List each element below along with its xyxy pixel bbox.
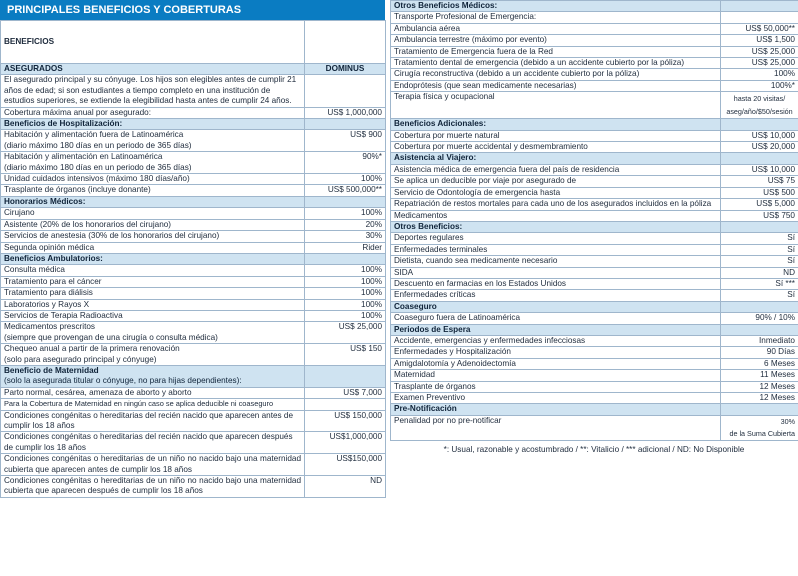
cobertura-value: US$ 1,000,000: [305, 107, 386, 118]
row-label: Unidad cuidados intensivos (máximo 180 días/año): [1, 174, 305, 185]
beneficios-header: BENEFICIOS: [1, 21, 305, 64]
row-value: 90 Días: [721, 347, 798, 358]
row-label: SIDA: [391, 267, 721, 278]
row-label: Consulta médica: [1, 265, 305, 276]
benefits-table-left: [0, 20, 386, 498]
table-row: [1, 265, 386, 276]
table-row: [1, 152, 386, 174]
section-otros-medicos: [391, 1, 798, 12]
row-value: Rider: [305, 242, 386, 253]
asegurados-text: El asegurado principal y su cónyuge. Los hijos son elegibles antes de cumplir 21 años de edad; si son estudiantes a tiempo completo en una institución de estudios superiores, se extiende la elegibilidad hasta antes de cumplir 24 años.: [1, 75, 305, 107]
row-label: Enfermedades y Hospitalización: [391, 347, 721, 358]
row-label: Chequeo anual a partir de la primera renovación: [4, 344, 180, 354]
table-row: [1, 322, 386, 344]
row-value: US$ 10,000: [721, 130, 798, 141]
row-label: Laboratorios y Rayos X: [1, 299, 305, 310]
table-row: [1, 454, 386, 476]
left-column: [0, 0, 385, 498]
table-row: [1, 344, 386, 366]
section-subtitle: (solo la asegurada titular o cónyuge, no para hijas dependientes):: [4, 376, 242, 386]
table-row: [391, 35, 798, 46]
row-value: 100%: [305, 174, 386, 185]
row-label: Transporte Profesional de Emergencia:: [391, 12, 721, 23]
row-value: US$ 7,000: [305, 387, 386, 398]
section-title: Periodos de Espera: [391, 324, 721, 335]
row-value: US$ 20,000: [721, 142, 798, 153]
table-row: [391, 393, 798, 404]
row-label: Coaseguro fuera de Latinoamérica: [391, 313, 721, 324]
benefits-table-right: [390, 0, 798, 441]
row-label: Accidente, emergencias y enfermedades infecciosas: [391, 335, 721, 346]
table-row: [391, 256, 798, 267]
row-value: Sí ***: [721, 278, 798, 289]
row-label: Examen Preventivo: [391, 393, 721, 404]
row-value: 20%: [305, 219, 386, 230]
header-row: [1, 21, 386, 64]
row-label: Penalidad por no pre-notificar: [391, 415, 721, 440]
section-title: Otros Beneficios:: [391, 221, 721, 232]
table-row: [391, 176, 798, 187]
row-value: 6 Meses: [721, 358, 798, 369]
row-label: Se aplica un deducible por viaje por asegurado de: [391, 176, 721, 187]
table-row: [1, 130, 386, 152]
section-prenotificacion: [391, 404, 798, 415]
row-value: US$ 25,000: [721, 46, 798, 57]
row-value-note: aseg/año/$50/sesión: [726, 107, 793, 117]
table-row: [1, 107, 386, 118]
row-label: Cobertura por muerte natural: [391, 130, 721, 141]
row-label: Ambulancia aérea: [391, 23, 721, 34]
row-label: Habitación y alimentación fuera de Latinoamérica: [4, 130, 184, 140]
row-label: Ambulancia terrestre (máximo por evento): [391, 35, 721, 46]
row-value: 30%: [780, 416, 795, 426]
section-title: Beneficios Ambulatorios:: [1, 253, 305, 264]
row-label: Cobertura por muerte accidental y desmembramiento: [391, 142, 721, 153]
row-label: Trasplante de órganos: [391, 381, 721, 392]
table-row: [1, 185, 386, 196]
right-column: [390, 0, 798, 454]
row-label: Tratamiento dental de emergencia (debido a un accidente cubierto por la póliza): [391, 58, 721, 69]
row-label: Tratamiento para el cáncer: [1, 276, 305, 287]
section-ambulatorios: [1, 253, 386, 264]
row-value: US$ 900: [305, 130, 386, 152]
row-label: Endoprótesis (que sean medicamente necesarias): [391, 80, 721, 91]
row-label: Medicamentos: [391, 210, 721, 221]
page-banner: PRINCIPALES BENEFICIOS Y COBERTURAS: [0, 0, 385, 20]
row-value: US$ 150,000: [305, 410, 386, 432]
section-title: Beneficios de Hospitalización:: [1, 119, 305, 130]
row-label: Trasplante de órganos (incluye donante): [1, 185, 305, 196]
table-row: [391, 164, 798, 175]
row-label: Servicios de anestesia (30% de los honorarios del cirujano): [1, 231, 305, 242]
row-label: Tratamiento para diálisis: [1, 288, 305, 299]
plan-name: DOMINUS: [305, 64, 386, 75]
table-row: [391, 267, 798, 278]
section-espera: [391, 324, 798, 335]
table-row: [1, 410, 386, 432]
row-value: Sí: [721, 256, 798, 267]
table-row: [1, 231, 386, 242]
row-value: 100%: [305, 265, 386, 276]
table-row: [391, 142, 798, 153]
table-row: [391, 12, 798, 23]
row-label: Amigdalotomía y Adenoidectomía: [391, 358, 721, 369]
row-value: US$ 25,000: [721, 58, 798, 69]
row-value: 12 Meses: [721, 393, 798, 404]
row-value: US$ 150: [305, 344, 386, 366]
table-row: [1, 476, 386, 498]
table-row: [391, 92, 798, 119]
table-row: [391, 46, 798, 57]
row-label: Para la Cobertura de Maternidad en ningún caso se aplica deducible ni coaseguro: [1, 399, 305, 410]
table-row: [1, 242, 386, 253]
row-label: Descuento en farmacias en los Estados Unidos: [391, 278, 721, 289]
section-honorarios: [1, 196, 386, 207]
table-row: [1, 208, 386, 219]
section-title: Beneficios Adicionales:: [391, 119, 721, 130]
table-row: [391, 210, 798, 221]
row-label: Condiciones congénitas o hereditarias del recién nacido que aparecen antes de cumplir los 18 años: [1, 410, 305, 432]
row-label: Condiciones congénitas o hereditarias de un niño no nacido bajo una maternidad cubierta que aparecen después de cumplir los 18 años: [1, 476, 305, 498]
row-value: Sí: [721, 244, 798, 255]
table-row: [1, 310, 386, 321]
table-row: [1, 75, 386, 107]
table-row: [1, 174, 386, 185]
table-row: [1, 219, 386, 230]
table-row: [1, 432, 386, 454]
row-value: hasta 20 visitas/: [733, 94, 786, 104]
row-value: US$ 10,000: [721, 164, 798, 175]
table-row: [1, 288, 386, 299]
row-value: ND: [721, 267, 798, 278]
row-value: 100%: [305, 276, 386, 287]
section-otros: [391, 221, 798, 232]
row-value: 100%: [305, 208, 386, 219]
section-title: Coaseguro: [391, 301, 721, 312]
section-title: ASEGURADOS: [1, 64, 305, 75]
section-hospitalizacion: [1, 119, 386, 130]
table-row: [391, 233, 798, 244]
section-title: Beneficio de Maternidad: [4, 365, 99, 375]
row-label: Enfermedades terminales: [391, 244, 721, 255]
row-label: Dietista, cuando sea medicamente necesario: [391, 256, 721, 267]
row-label: Segunda opinión médica: [1, 242, 305, 253]
row-value: 90% / 10%: [721, 313, 798, 324]
row-value: 100%*: [721, 80, 798, 91]
table-row: [391, 415, 798, 440]
section-maternidad: [1, 365, 386, 387]
row-note: (solo para asegurado principal y cónyuge): [4, 354, 157, 364]
row-label: Condiciones congénitas o hereditarias del recién nacido que aparecen después de cumplir los 18 años: [1, 432, 305, 454]
footnote: *: Usual, razonable y acostumbrado / **: Vitalicio / *** adicional / ND: No Disponible: [443, 445, 745, 454]
table-row: [391, 347, 798, 358]
row-value: 100%: [305, 299, 386, 310]
row-note: (siempre que provengan de una cirugía o consulta médica): [4, 332, 218, 342]
section-title: Honorarios Médicos:: [1, 196, 305, 207]
row-label: Cirujano: [1, 208, 305, 219]
row-value: US$ 500,000**: [305, 185, 386, 196]
row-value: US$ 500: [721, 187, 798, 198]
row-label: Servicios de Terapia Radioactiva: [1, 310, 305, 321]
row-value: Sí: [721, 290, 798, 301]
row-value: 30%: [305, 231, 386, 242]
table-row: [1, 387, 386, 398]
row-label: Cirugía reconstructiva (debido a un accidente cubierto por la póliza): [391, 69, 721, 80]
row-label: Parto normal, cesárea, amenaza de aborto y aborto: [1, 387, 305, 398]
table-row: [391, 58, 798, 69]
row-note: (diario máximo 180 días en un periodo de 365 días): [4, 140, 192, 150]
table-row: [391, 80, 798, 91]
row-value: US$ 1,500: [721, 35, 798, 46]
row-label: Repatriación de restos mortales para cada uno de los asegurados incluidos en la póliza: [391, 199, 721, 210]
row-value: US$150,000: [305, 454, 386, 476]
row-label: Terapia física y ocupacional: [391, 92, 721, 119]
row-value: 11 Meses: [721, 370, 798, 381]
table-row: [391, 335, 798, 346]
row-label: Enfermedades críticas: [391, 290, 721, 301]
table-row: [391, 381, 798, 392]
section-title: Pre-Notificación: [391, 404, 721, 415]
row-label: Deportes regulares: [391, 233, 721, 244]
row-value: ND: [305, 476, 386, 498]
row-label: Asistente (20% de los honorarios del cirujano): [1, 219, 305, 230]
row-value: US$ 25,000: [305, 322, 386, 344]
row-value: 100%: [721, 69, 798, 80]
table-row: [391, 278, 798, 289]
row-value: Inmediato: [721, 335, 798, 346]
row-value: 100%: [305, 310, 386, 321]
table-row: [1, 399, 386, 410]
row-value: Sí: [721, 233, 798, 244]
table-row: [391, 370, 798, 381]
cobertura-label: Cobertura máxima anual por asegurado:: [1, 107, 305, 118]
table-row: [1, 299, 386, 310]
table-row: [391, 187, 798, 198]
section-title: Asistencia al Viajero:: [391, 153, 721, 164]
row-value: US$ 75: [721, 176, 798, 187]
row-label: Condiciones congénitas o hereditarias de un niño no nacido bajo una maternidad cubierta que aparecen antes de cumplir los 18 años: [1, 454, 305, 476]
row-label: Habitación y alimentación en Latinoamérica: [4, 152, 163, 162]
table-row: [391, 313, 798, 324]
table-row: [1, 276, 386, 287]
section-title: Otros Beneficios Médicos:: [391, 1, 721, 12]
row-label: Servicio de Odontología de emergencia hasta: [391, 187, 721, 198]
table-row: [391, 130, 798, 141]
table-row: [391, 290, 798, 301]
table-row: [391, 69, 798, 80]
row-label: Tratamiento de Emergencia fuera de la Red: [391, 46, 721, 57]
table-row: [391, 23, 798, 34]
row-note: (diario máximo 180 días en un periodo de 365 días): [4, 162, 192, 172]
row-value: US$ 50,000**: [721, 23, 798, 34]
row-value: 90%*: [305, 152, 386, 174]
section-coaseguro: [391, 301, 798, 312]
row-label: Asistencia médica de emergencia fuera del país de residencia: [391, 164, 721, 175]
section-adicionales: [391, 119, 798, 130]
section-asegurados: [1, 64, 386, 75]
table-row: [391, 244, 798, 255]
row-value-note: de la Suma Cubierta: [729, 428, 795, 438]
table-row: [391, 358, 798, 369]
row-label: Medicamentos prescritos: [4, 322, 96, 332]
row-value: US$ 5,000: [721, 199, 798, 210]
row-label: Maternidad: [391, 370, 721, 381]
row-value: 100%: [305, 288, 386, 299]
section-viajero: [391, 153, 798, 164]
table-row: [391, 199, 798, 210]
row-value: US$ 750: [721, 210, 798, 221]
row-value: 12 Meses: [721, 381, 798, 392]
row-value: US$1,000,000: [305, 432, 386, 454]
